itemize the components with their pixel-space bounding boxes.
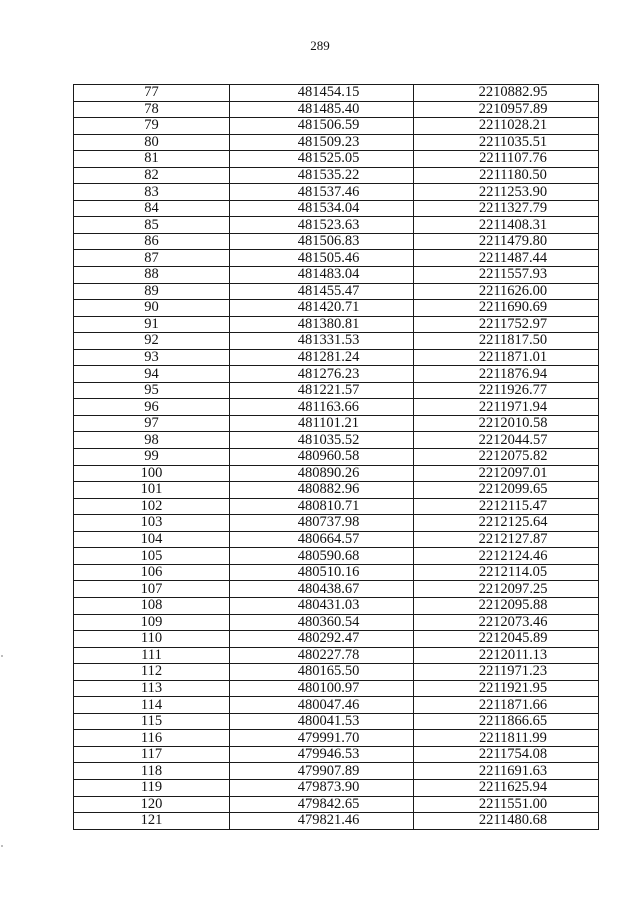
y-coordinate-cell: 2211487.44 <box>414 250 599 267</box>
y-coordinate-cell: 2210957.89 <box>414 101 599 118</box>
x-coordinate-cell: 480227.78 <box>230 647 414 664</box>
x-coordinate-cell: 479907.89 <box>230 763 414 780</box>
y-coordinate-cell: 2211866.65 <box>414 713 599 730</box>
table-row <box>74 415 599 432</box>
y-coordinate-cell: 2212045.89 <box>414 631 599 648</box>
x-coordinate-cell: 481035.52 <box>230 432 414 449</box>
x-coordinate-cell: 481483.04 <box>230 267 414 284</box>
y-coordinate-cell: 2212011.13 <box>414 647 599 664</box>
point-number-cell: 94 <box>74 366 230 383</box>
x-coordinate-cell: 481420.71 <box>230 300 414 317</box>
x-coordinate-cell: 480360.54 <box>230 614 414 631</box>
point-number-cell: 107 <box>74 581 230 598</box>
x-coordinate-cell: 480431.03 <box>230 597 414 614</box>
x-coordinate-cell: 479991.70 <box>230 730 414 747</box>
table-row <box>74 515 599 532</box>
page-number: 289 <box>310 38 330 53</box>
y-coordinate-cell: 2211327.79 <box>414 200 599 217</box>
table-row <box>74 763 599 780</box>
x-coordinate-cell: 481505.46 <box>230 250 414 267</box>
y-coordinate-cell: 2211926.77 <box>414 382 599 399</box>
table-row <box>74 399 599 416</box>
x-coordinate-cell: 480890.26 <box>230 465 414 482</box>
point-number-cell: 112 <box>74 664 230 681</box>
x-coordinate-cell: 481506.59 <box>230 118 414 135</box>
table-row <box>74 283 599 300</box>
scan-mark <box>1 655 3 657</box>
point-number-cell: 88 <box>74 267 230 284</box>
table-row <box>74 531 599 548</box>
table-row <box>74 200 599 217</box>
y-coordinate-cell: 2212125.64 <box>414 515 599 532</box>
table-row <box>74 333 599 350</box>
x-coordinate-cell: 481506.83 <box>230 233 414 250</box>
y-coordinate-cell: 2212073.46 <box>414 614 599 631</box>
y-coordinate-cell: 2210882.95 <box>414 85 599 102</box>
y-coordinate-cell: 2211625.94 <box>414 779 599 796</box>
table-row <box>74 449 599 466</box>
y-coordinate-cell: 2211479.80 <box>414 233 599 250</box>
table-row <box>74 85 599 102</box>
point-number-cell: 117 <box>74 746 230 763</box>
point-number-cell: 84 <box>74 200 230 217</box>
table-row <box>74 382 599 399</box>
point-number-cell: 79 <box>74 118 230 135</box>
x-coordinate-cell: 480100.97 <box>230 680 414 697</box>
y-coordinate-cell: 2211028.21 <box>414 118 599 135</box>
y-coordinate-cell: 2212075.82 <box>414 449 599 466</box>
point-number-cell: 119 <box>74 779 230 796</box>
point-number-cell: 102 <box>74 498 230 515</box>
table-row <box>74 581 599 598</box>
x-coordinate-cell: 480438.67 <box>230 581 414 598</box>
table-row <box>74 432 599 449</box>
table-row <box>74 465 599 482</box>
point-number-cell: 89 <box>74 283 230 300</box>
coordinates-table-container <box>73 84 599 830</box>
x-coordinate-cell: 480292.47 <box>230 631 414 648</box>
coordinates-table-body <box>74 85 599 830</box>
point-number-cell: 85 <box>74 217 230 234</box>
point-number-cell: 91 <box>74 316 230 333</box>
point-number-cell: 96 <box>74 399 230 416</box>
table-row <box>74 548 599 565</box>
y-coordinate-cell: 2211871.66 <box>414 697 599 714</box>
point-number-cell: 114 <box>74 697 230 714</box>
y-coordinate-cell: 2212115.47 <box>414 498 599 515</box>
table-row <box>74 300 599 317</box>
y-coordinate-cell: 2211180.50 <box>414 167 599 184</box>
table-row <box>74 217 599 234</box>
point-number-cell: 86 <box>74 233 230 250</box>
x-coordinate-cell: 480510.16 <box>230 564 414 581</box>
table-row <box>74 349 599 366</box>
y-coordinate-cell: 2211408.31 <box>414 217 599 234</box>
x-coordinate-cell: 480664.57 <box>230 531 414 548</box>
point-number-cell: 77 <box>74 85 230 102</box>
point-number-cell: 113 <box>74 680 230 697</box>
table-row <box>74 564 599 581</box>
y-coordinate-cell: 2211871.01 <box>414 349 599 366</box>
x-coordinate-cell: 480590.68 <box>230 548 414 565</box>
y-coordinate-cell: 2212114.05 <box>414 564 599 581</box>
point-number-cell: 100 <box>74 465 230 482</box>
x-coordinate-cell: 480960.58 <box>230 449 414 466</box>
x-coordinate-cell: 481380.81 <box>230 316 414 333</box>
y-coordinate-cell: 2211035.51 <box>414 134 599 151</box>
table-row <box>74 498 599 515</box>
x-coordinate-cell: 480165.50 <box>230 664 414 681</box>
table-row <box>74 101 599 118</box>
y-coordinate-cell: 2211557.93 <box>414 267 599 284</box>
y-coordinate-cell: 2211107.76 <box>414 151 599 168</box>
table-row <box>74 680 599 697</box>
point-number-cell: 80 <box>74 134 230 151</box>
x-coordinate-cell: 481163.66 <box>230 399 414 416</box>
point-number-cell: 98 <box>74 432 230 449</box>
scan-mark <box>1 845 3 847</box>
point-number-cell: 115 <box>74 713 230 730</box>
point-number-cell: 106 <box>74 564 230 581</box>
x-coordinate-cell: 481454.15 <box>230 85 414 102</box>
table-row <box>74 151 599 168</box>
point-number-cell: 90 <box>74 300 230 317</box>
table-row <box>74 713 599 730</box>
x-coordinate-cell: 481101.21 <box>230 415 414 432</box>
point-number-cell: 92 <box>74 333 230 350</box>
point-number-cell: 101 <box>74 482 230 499</box>
table-row <box>74 813 599 830</box>
point-number-cell: 99 <box>74 449 230 466</box>
table-row <box>74 482 599 499</box>
x-coordinate-cell: 481281.24 <box>230 349 414 366</box>
x-coordinate-cell: 480882.96 <box>230 482 414 499</box>
point-number-cell: 111 <box>74 647 230 664</box>
y-coordinate-cell: 2211551.00 <box>414 796 599 813</box>
y-coordinate-cell: 2211253.90 <box>414 184 599 201</box>
x-coordinate-cell: 481535.22 <box>230 167 414 184</box>
x-coordinate-cell: 480810.71 <box>230 498 414 515</box>
point-number-cell: 103 <box>74 515 230 532</box>
x-coordinate-cell: 479946.53 <box>230 746 414 763</box>
table-row <box>74 746 599 763</box>
table-row <box>74 597 599 614</box>
table-row <box>74 614 599 631</box>
y-coordinate-cell: 2211754.08 <box>414 746 599 763</box>
point-number-cell: 120 <box>74 796 230 813</box>
x-coordinate-cell: 481534.04 <box>230 200 414 217</box>
table-row <box>74 250 599 267</box>
y-coordinate-cell: 2211971.23 <box>414 664 599 681</box>
table-row <box>74 730 599 747</box>
point-number-cell: 116 <box>74 730 230 747</box>
y-coordinate-cell: 2211691.63 <box>414 763 599 780</box>
y-coordinate-cell: 2212127.87 <box>414 531 599 548</box>
point-number-cell: 81 <box>74 151 230 168</box>
point-number-cell: 97 <box>74 415 230 432</box>
x-coordinate-cell: 480737.98 <box>230 515 414 532</box>
x-coordinate-cell: 481537.46 <box>230 184 414 201</box>
y-coordinate-cell: 2211971.94 <box>414 399 599 416</box>
coordinates-table <box>73 84 599 830</box>
x-coordinate-cell: 481523.63 <box>230 217 414 234</box>
point-number-cell: 93 <box>74 349 230 366</box>
point-number-cell: 78 <box>74 101 230 118</box>
point-number-cell: 95 <box>74 382 230 399</box>
table-row <box>74 647 599 664</box>
y-coordinate-cell: 2212010.58 <box>414 415 599 432</box>
point-number-cell: 110 <box>74 631 230 648</box>
y-coordinate-cell: 2212124.46 <box>414 548 599 565</box>
table-row <box>74 664 599 681</box>
point-number-cell: 109 <box>74 614 230 631</box>
table-row <box>74 118 599 135</box>
point-number-cell: 87 <box>74 250 230 267</box>
y-coordinate-cell: 2211690.69 <box>414 300 599 317</box>
x-coordinate-cell: 481455.47 <box>230 283 414 300</box>
point-number-cell: 118 <box>74 763 230 780</box>
table-row <box>74 697 599 714</box>
y-coordinate-cell: 2211480.68 <box>414 813 599 830</box>
x-coordinate-cell: 481221.57 <box>230 382 414 399</box>
x-coordinate-cell: 479821.46 <box>230 813 414 830</box>
x-coordinate-cell: 481525.05 <box>230 151 414 168</box>
x-coordinate-cell: 479842.65 <box>230 796 414 813</box>
point-number-cell: 82 <box>74 167 230 184</box>
point-number-cell: 83 <box>74 184 230 201</box>
table-row <box>74 233 599 250</box>
x-coordinate-cell: 479873.90 <box>230 779 414 796</box>
table-row <box>74 796 599 813</box>
table-row <box>74 779 599 796</box>
x-coordinate-cell: 481331.53 <box>230 333 414 350</box>
x-coordinate-cell: 481276.23 <box>230 366 414 383</box>
x-coordinate-cell: 481485.40 <box>230 101 414 118</box>
table-row <box>74 631 599 648</box>
x-coordinate-cell: 481509.23 <box>230 134 414 151</box>
y-coordinate-cell: 2211921.95 <box>414 680 599 697</box>
table-row <box>74 267 599 284</box>
point-number-cell: 121 <box>74 813 230 830</box>
point-number-cell: 108 <box>74 597 230 614</box>
point-number-cell: 105 <box>74 548 230 565</box>
table-row <box>74 184 599 201</box>
y-coordinate-cell: 2211626.00 <box>414 283 599 300</box>
table-row <box>74 316 599 333</box>
table-row <box>74 134 599 151</box>
y-coordinate-cell: 2212097.25 <box>414 581 599 598</box>
y-coordinate-cell: 2212044.57 <box>414 432 599 449</box>
y-coordinate-cell: 2211876.94 <box>414 366 599 383</box>
table-row <box>74 366 599 383</box>
point-number-cell: 104 <box>74 531 230 548</box>
table-row <box>74 167 599 184</box>
y-coordinate-cell: 2211752.97 <box>414 316 599 333</box>
y-coordinate-cell: 2212095.88 <box>414 597 599 614</box>
y-coordinate-cell: 2212099.65 <box>414 482 599 499</box>
y-coordinate-cell: 2211811.99 <box>414 730 599 747</box>
y-coordinate-cell: 2211817.50 <box>414 333 599 350</box>
y-coordinate-cell: 2212097.01 <box>414 465 599 482</box>
x-coordinate-cell: 480041.53 <box>230 713 414 730</box>
x-coordinate-cell: 480047.46 <box>230 697 414 714</box>
